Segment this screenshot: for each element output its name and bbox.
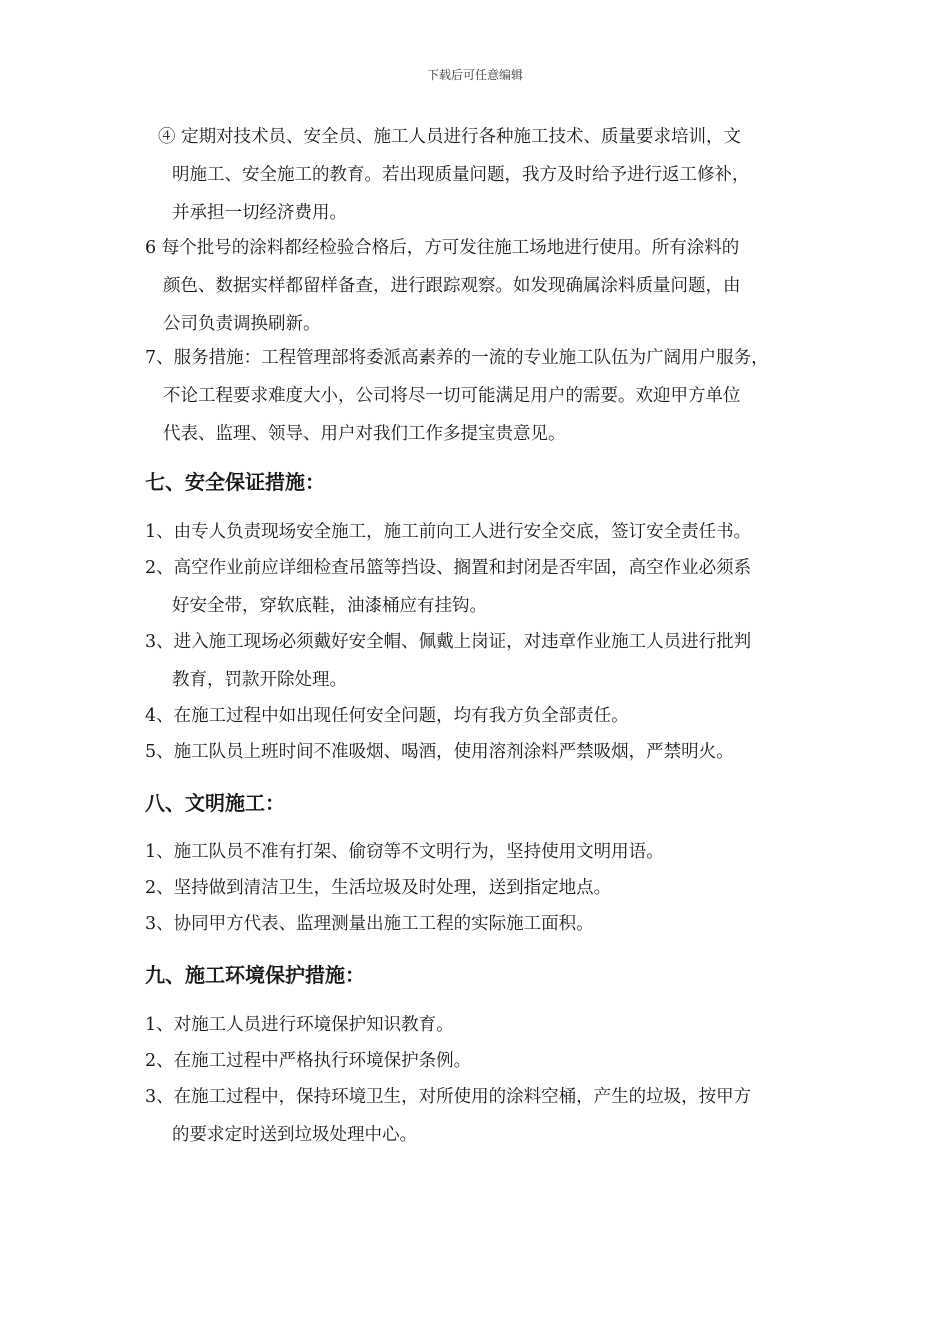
list-item: 5、施工队员上班时间不准吸烟、喝酒，使用溶剂涂料严禁吸烟，严禁明火。 [145,742,734,762]
list-item: 3、在施工过程中，保持环境卫生，对所使用的涂料空桶，产生的垃圾，按甲方 [145,1087,752,1107]
list-item-continuation: 好安全带，穿软底鞋，油漆桶应有挂钩。 [172,596,487,616]
paragraph-line: 代表、监理、领导、用户对我们工作多提宝贵意见。 [163,424,566,444]
paragraph-line: 6 每个批号的涂料都经检验合格后，方可发往施工场地进行使用。所有涂料的 [145,238,740,258]
list-item-continuation: 教育，罚款开除处理。 [172,670,347,690]
paragraph-line: ④ 定期对技术员、安全员、施工人员进行各种施工技术、质量要求培训，文 [158,127,742,147]
list-item: 2、高空作业前应详细检查吊篮等挡设、搁置和封闭是否牢固，高空作业必须系 [145,558,752,578]
section-heading: 七、安全保证措施： [145,470,325,494]
list-item: 2、在施工过程中严格执行环境保护条例。 [145,1051,472,1071]
paragraph-line: 不论工程要求难度大小，公司将尽一切可能满足用户的需要。欢迎甲方单位 [163,386,741,406]
list-item: 1、由专人负责现场安全施工，施工前向工人进行安全交底，签订安全责任书。 [145,522,752,542]
list-item: 3、进入施工现场必须戴好安全帽、佩戴上岗证，对违章作业施工人员进行批判 [145,632,752,652]
section-heading: 九、施工环境保护措施： [145,963,365,987]
paragraph-line: 明施工、安全施工的教育。若出现质量问题，我方及时给予进行返工修补， [172,165,750,185]
paragraph-line: 并承担一切经济费用。 [172,203,347,223]
paragraph-line: 7、服务措施：工程管理部将委派高素养的一流的专业施工队伍为广阔用户服务， [145,348,769,368]
list-item: 1、对施工人员进行环境保护知识教育。 [145,1015,454,1035]
list-item: 4、在施工过程中如出现任何安全问题，均有我方负全部责任。 [145,706,629,726]
page-header: 下载后可任意编辑 [426,68,523,82]
list-item: 1、施工队员不准有打架、偷窃等不文明行为，坚持使用文明用语。 [145,842,664,862]
list-item: 3、协同甲方代表、监理测量出施工工程的实际施工面积。 [145,914,594,934]
paragraph-line: 颜色、数据实样都留样备查，进行跟踪观察。如发现确属涂料质量问题，由 [163,276,741,296]
section-heading: 八、文明施工： [145,791,285,815]
list-item: 2、坚持做到清洁卫生，生活垃圾及时处理，送到指定地点。 [145,878,612,898]
paragraph-line: 公司负责调换刷新。 [163,314,321,334]
list-item-continuation: 的要求定时送到垃圾处理中心。 [172,1125,417,1145]
